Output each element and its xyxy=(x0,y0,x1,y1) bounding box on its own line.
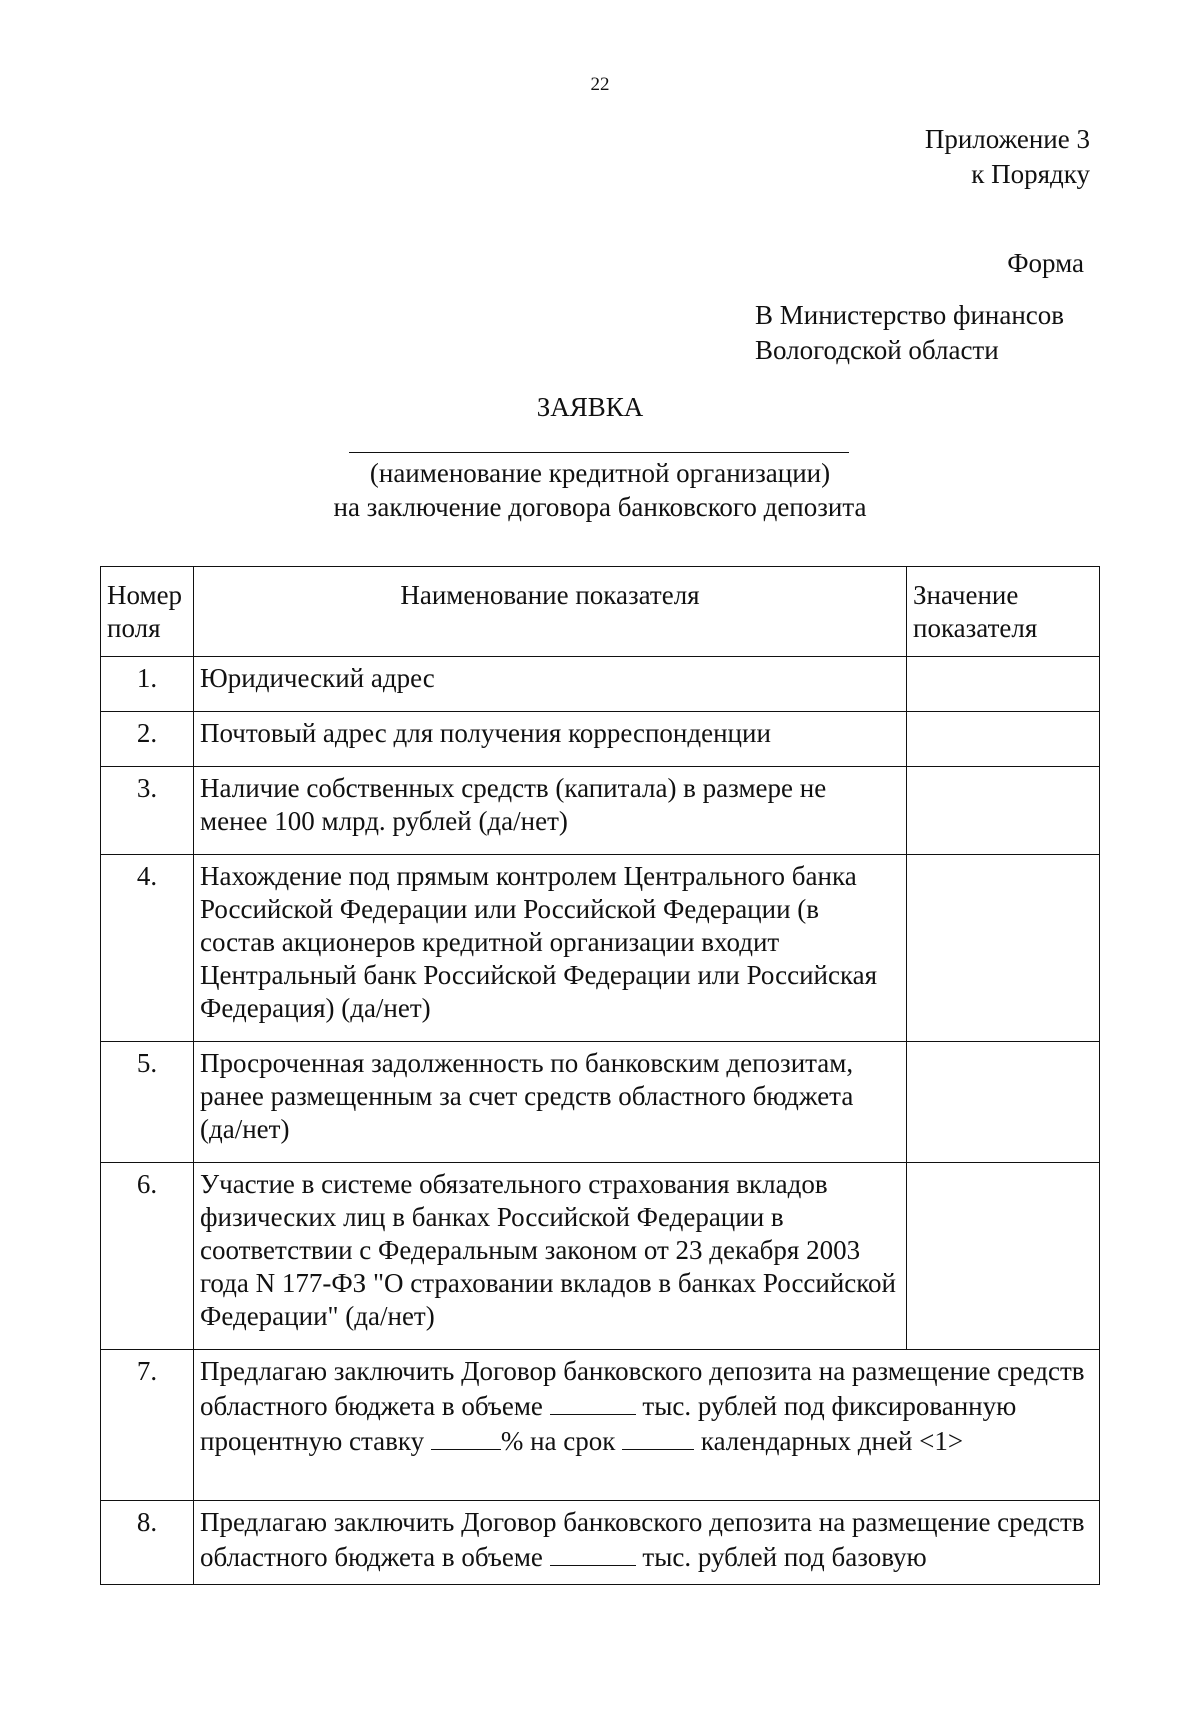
document-subtitle: на заключение договора банковского депозита xyxy=(333,492,867,522)
proposal-text-part-4: календарных дней <1> xyxy=(700,1426,964,1456)
header-indicator-value xyxy=(907,567,1100,657)
recipient-line-1: В Министерство финансов xyxy=(755,300,1065,330)
row-indicator-text: Юридический адрес xyxy=(194,657,907,712)
row-number: 5. xyxy=(101,1042,194,1163)
row-indicator-text: Почтовый адрес для получения корреспонденции xyxy=(194,712,907,767)
row-value-cell[interactable] xyxy=(907,767,1100,855)
header-indicator-value-line-2: показателя xyxy=(913,613,1038,643)
row-number: 2. xyxy=(101,712,194,767)
table-row xyxy=(101,1501,1100,1585)
proposal-text-part-1: Предлагаю заключить Договор банковского депозита на размещение средств областного бюджета в объеме xyxy=(200,1356,1085,1421)
page-number: 22 xyxy=(590,74,610,95)
table-row xyxy=(101,1042,1100,1163)
row-indicator-text: Наличие собственных средств (капитала) в размере не менее 100 млрд. рублей (да/нет) xyxy=(194,767,907,855)
table-row xyxy=(101,657,1100,712)
deposit-amount-blank[interactable] xyxy=(550,1388,636,1415)
proposal-text-part-1: Предлагаю заключить Договор банковского депозита на размещение средств областного бюджета в объеме xyxy=(200,1507,1085,1572)
appendix-line-2: к Порядку xyxy=(971,159,1090,189)
deposit-amount-blank[interactable] xyxy=(550,1539,636,1566)
row-value-cell[interactable] xyxy=(907,855,1100,1042)
indicators-table xyxy=(100,566,1100,1585)
row-indicator-text: Просроченная задолженность по банковским депозитам, ранее размещенным за счет средств областного бюджета (да/нет) xyxy=(194,1042,907,1163)
row-number: 3. xyxy=(101,767,194,855)
row-number: 1. xyxy=(101,657,194,712)
table-header-row xyxy=(101,567,1100,657)
table-row xyxy=(101,767,1100,855)
header-field-number-line-1: Номер xyxy=(107,580,183,610)
row-value-cell[interactable] xyxy=(907,1163,1100,1350)
row-proposal-fixed-rate xyxy=(194,1350,1100,1501)
table-row xyxy=(101,855,1100,1042)
row-number: 6. xyxy=(101,1163,194,1350)
row-number: 8. xyxy=(101,1501,194,1585)
row-number: 4. xyxy=(101,855,194,1042)
table-row xyxy=(101,1163,1100,1350)
row-indicator-text: Нахождение под прямым контролем Центрального банка Российской Федерации или Российской Федерации (в состав акционеров кредитной организации входит Центральный банк Российской Федерации или Российская Федерация) (да/нет) xyxy=(194,855,907,1042)
proposal-text-part-2: тыс. рублей под фиксированную процентную ставку xyxy=(200,1391,1017,1456)
organization-caption: (наименование кредитной организации) xyxy=(369,458,831,488)
table-row xyxy=(101,712,1100,767)
proposal-text-part-3: % на срок xyxy=(500,1426,616,1456)
organization-name-blank xyxy=(349,452,849,453)
form-label: Форма xyxy=(1007,248,1084,278)
row-value-cell[interactable] xyxy=(907,1042,1100,1163)
header-indicator-value-line-1: Значение xyxy=(913,580,1019,610)
row-proposal-base-rate xyxy=(194,1501,1100,1585)
document-title xyxy=(0,392,1200,423)
header-indicator-name: Наименование показателя xyxy=(194,567,907,657)
recipient xyxy=(755,298,1064,368)
row-number: 7. xyxy=(101,1350,194,1501)
row-value-cell[interactable] xyxy=(907,657,1100,712)
table-row xyxy=(101,1350,1100,1501)
header-field-number xyxy=(101,567,194,657)
term-days-blank[interactable] xyxy=(622,1423,694,1450)
row-indicator-text: Участие в системе обязательного страхования вкладов физических лиц в банках Российской Федерации в соответствии с Федеральным законом от 23 декабря 2003 года N 177-ФЗ "О страховании вкладов в банках Российской Федерации" (да/нет) xyxy=(194,1163,907,1350)
recipient-line-2: Вологодской области xyxy=(755,335,999,365)
interest-rate-blank[interactable] xyxy=(431,1423,501,1450)
appendix-note xyxy=(925,122,1090,192)
proposal-text-part-2: тыс. рублей под базовую xyxy=(642,1542,927,1572)
header-field-number-line-2: поля xyxy=(107,613,161,643)
row-value-cell[interactable] xyxy=(907,712,1100,767)
document-title-text: ЗАЯВКА xyxy=(536,392,644,422)
appendix-line-1: Приложение 3 xyxy=(924,124,1090,154)
